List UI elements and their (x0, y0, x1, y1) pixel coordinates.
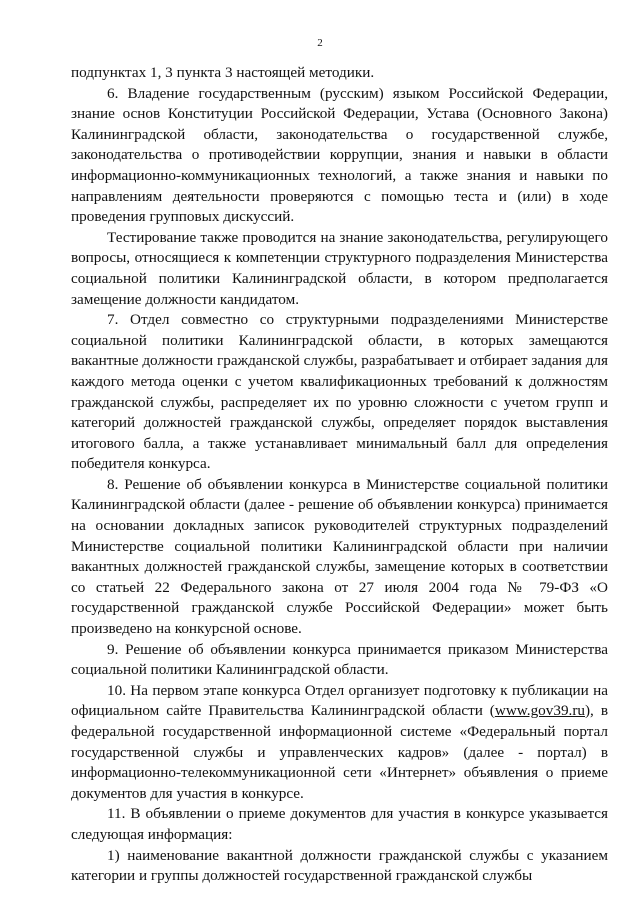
paragraph-testing: Тестирование также проводится на знание законодательства, регулирующего вопросы, относящиеся к компетенции структурного подразделения Министерства социальной политики Калининградской области, в котором предполагается замещение должности кандидатом. (71, 228, 608, 308)
paragraph-item-8: 8. Решение об объявлении конкурса в Министерстве социальной политики Калининградской области (далее - решение об объявлении конкурса) принимается на основании докладных записок руководителей структурных подразделений Министерстве социальной политики Калининградской области при наличии вакантных должностей гражданской службы, замещение которых в соответствии со статьей 22 Федерального закона от 27 июля 2004 года № 79-ФЗ «О государственной гражданской службе Российской Федерации» может быть произведено на конкурсной основе. (71, 475, 608, 638)
paragraph-continuation: подпунктах 1, 3 пункта 3 настоящей методики. (71, 64, 375, 81)
paragraph-item-9: 9. Решение об объявлении конкурса принимается приказом Министерства социальной политики Калининградской области. (71, 640, 608, 679)
paragraph-item-7: 7. Отдел совместно со структурными подразделениями Министерстве социальной политики Калининградской области, в которых замещаются вакантные должности гражданской службы, разрабатывает и отбирает задания для каждого метода оценки с учетом квалификационных требований к должностям гражданской службы, распределяет их по уровню сложности с учетом групп и категорий должностей гражданской службы, определяет порядок выставления итогового балла, а также устанавливает минимальный балл для определения победителя конкурса. (71, 311, 608, 473)
paragraph-item-6: 6. Владение государственным (русским) языком Российской Федерации, знание основ Конституции Российской Федерации, Устава (Основного Закона) Калининградской области, законодательства о государственной службе, законодательства о противодействии коррупции, знания и навыки в области информационно-коммуникационных технологий, а также знания и навыки по направлениям деятельности проверяются с помощью теста и (или) в ходе проведения групповых дискуссий. (71, 84, 608, 226)
paragraph-item-11: 11. В объявлении о приеме документов для участия в конкурсе указывается следующая информация: (71, 805, 608, 843)
paragraph-item-10-text-before: 10. На первом этапе конкурса Отдел организует подготовку к публикации на официальном сайте Правительства Калининградской области ( (71, 681, 608, 720)
paragraph-item-10 (71, 681, 608, 805)
paragraph-item-11-1: 1) наименование вакантной должности гражданской службы с указанием категории и группы должностей государственной гражданской службы (71, 846, 608, 885)
document-body (71, 63, 608, 887)
paragraph-item-10-text-after: ), в федеральной государственной информационной системе «Федеральный портал государственной службы и управленческих кадров» (далее - портал) в информационно-телекоммуникационной сети «Интернет» объявления о приеме документов для участия в конкурсе. (71, 702, 608, 802)
page-number: 2 (317, 37, 323, 49)
gov39-link[interactable]: www.gov39.ru (494, 702, 585, 720)
